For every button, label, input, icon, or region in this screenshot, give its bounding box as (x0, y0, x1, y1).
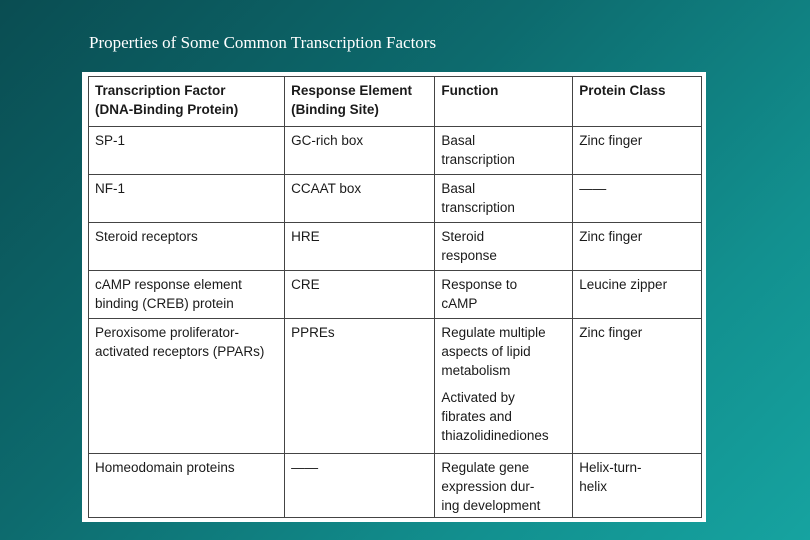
table-row (89, 453, 702, 517)
header-protein-class: Protein Class (573, 77, 702, 127)
cell-factor: SP-1 (89, 127, 285, 175)
transcription-factors-table (88, 76, 702, 518)
cell-element: CRE (285, 271, 435, 319)
cell-function: Steroid response (435, 223, 573, 271)
cell-protein-class: Leucine zipper (573, 271, 702, 319)
cell-factor: NF-1 (89, 175, 285, 223)
cell-factor: Steroid receptors (89, 223, 285, 271)
cell-function: Response to cAMP (435, 271, 573, 319)
cell-function-extra: Activated by fibrates and thiazolidinediones (441, 390, 549, 444)
header-function: Function (435, 77, 573, 127)
cell-element: GC-rich box (285, 127, 435, 175)
cell-element: CCAAT box (285, 175, 435, 223)
table-row (89, 175, 702, 223)
table-row (89, 271, 702, 319)
cell-protein-class: Helix-turn- helix (573, 453, 702, 517)
header-transcription-factor: Transcription Factor (DNA-Binding Protein) (89, 77, 285, 127)
table-header-row (89, 77, 702, 127)
table-row (89, 223, 702, 271)
slide-title: Properties of Some Common Transcription Factors (89, 33, 437, 52)
table-row (89, 319, 702, 453)
cell-function: Regulate gene expression dur- ing development (435, 453, 573, 517)
cell-element: PPREs (285, 319, 435, 453)
header-response-element: Response Element (Binding Site) (285, 77, 435, 127)
cell-factor: cAMP response element binding (CREB) protein (89, 271, 285, 319)
cell-element: —— (285, 453, 435, 517)
cell-factor: Peroxisome proliferator- activated receptors (PPARs) (89, 319, 285, 453)
cell-function: Basal transcription (435, 175, 573, 223)
cell-element: HRE (285, 223, 435, 271)
cell-function: Basal transcription (435, 127, 573, 175)
table-image (82, 72, 706, 522)
cell-protein-class: Zinc finger (573, 127, 702, 175)
cell-protein-class: Zinc finger (573, 223, 702, 271)
table-row (89, 127, 702, 175)
cell-factor: Homeodomain proteins (89, 453, 285, 517)
cell-protein-class: —— (573, 175, 702, 223)
cell-function-main: Regulate multiple aspects of lipid metabolism (441, 325, 546, 379)
cell-function (435, 319, 573, 453)
cell-protein-class: Zinc finger (573, 319, 702, 453)
